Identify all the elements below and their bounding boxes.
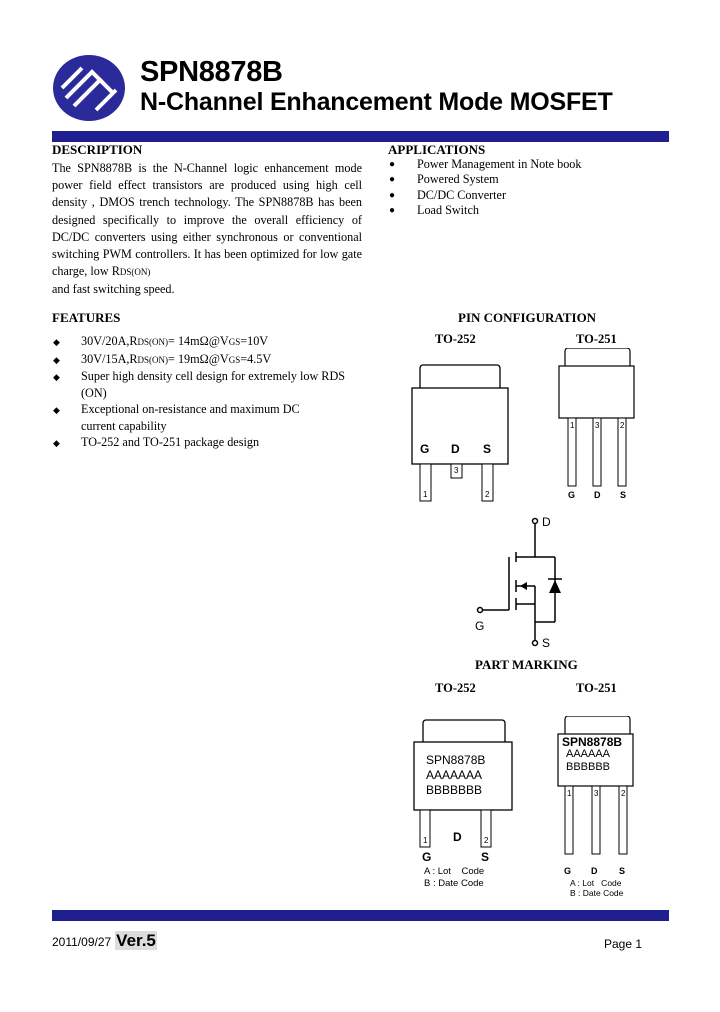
to251-pin-num-1: 1: [570, 421, 575, 430]
list-item: ● Load Switch: [388, 203, 668, 218]
to251-mark-pin-s: S: [619, 866, 626, 876]
to251-pin-s: S: [620, 490, 627, 500]
to251-pin-num-3: 3: [595, 421, 600, 430]
to252-pin-g: G: [420, 442, 430, 456]
to251-legend-date-code: B : Date Code: [570, 888, 624, 898]
to252-pin-diagram: [400, 355, 510, 505]
schematic-drain-label: D: [542, 515, 551, 529]
to252-mark-pin-d: D: [453, 830, 462, 844]
mosfet-schematic-symbol: [470, 512, 570, 652]
to251-pin-num-2: 2: [620, 421, 625, 430]
list-item: ● Powered System: [388, 172, 668, 187]
applications-heading: APPLICATIONS: [388, 142, 486, 157]
pin-config-heading: PIN CONFIGURATION: [458, 310, 597, 325]
to252-legend-lot-code: A : Lot Code: [424, 866, 485, 877]
to251-mark-pin-num-1: 1: [567, 789, 572, 798]
to251-mark-pin-num-3: 3: [594, 789, 599, 798]
device-subtitle: N-Channel Enhancement Mode MOSFET: [140, 88, 613, 116]
to251-legend-lot-code: A : Lot Code: [570, 878, 622, 888]
footer-date: 2011/09/27: [52, 935, 112, 949]
to251-marking-line2: AAAAAA: [566, 748, 611, 760]
to252-pin-d: D: [451, 442, 460, 456]
to252-marking-line3: BBBBBBB: [426, 783, 483, 797]
to251-pin-d: D: [594, 490, 601, 500]
to251-marking-line3: BBBBBB: [566, 761, 611, 773]
to251-marking-line1: SPN8878B: [562, 735, 623, 749]
part-number-title: SPN8878B: [140, 56, 283, 88]
description-tail: and fast switching speed.: [52, 282, 175, 297]
description-body: The SPN8878B is the N-Channel logic enhancement mode power field effect transistors are produced using high cell density , DMOS trench technology. The SPN8878B has been designed specifically to improve the overall efficiency of DC/DC converters using either synchronous or conventional switching PWM controllers. It has been optimized for low gate charge, low: [52, 161, 362, 279]
pin-pkg-to251-label: TO-251: [576, 332, 617, 346]
footer-left: [52, 931, 157, 951]
list-item: ◆ 30V/15A,RDS(ON)= 19mΩ@VGS=4.5V: [52, 351, 372, 369]
to252-mark-pin-num-2: 2: [484, 836, 489, 845]
description-text: The SPN8878B is the N-Channel logic enhancement mode power field effect transistors are produced using high cell density , DMOS trench technology. The SPN8878B has been designed specifically to improve the overall efficiency of DC/DC converters using either synchronous or conventional switching PWM controllers. It has been optimized for low gate charge, low RDS(ON) and fast switching speed.: [52, 161, 362, 297]
to252-marking-line2: AAAAAAA: [426, 768, 483, 782]
list-item: ● DC/DC Converter: [388, 188, 668, 203]
list-item: ◆ TO-252 and TO-251 package design: [52, 434, 372, 451]
to252-mark-pin-num-1: 1: [423, 836, 428, 845]
footer-divider-bar: [52, 910, 669, 921]
list-item: ◆ Super high density cell design for extremely low RDS (ON): [52, 368, 351, 401]
version-badge: Ver.5: [116, 931, 156, 950]
to251-mark-pin-num-2: 2: [621, 789, 626, 798]
to252-pin-num-2: 2: [485, 490, 490, 499]
pin-pkg-to252-label: TO-252: [435, 332, 476, 346]
to252-mark-pin-s: S: [481, 850, 490, 864]
to252-pin-num-3: 3: [454, 466, 459, 475]
to252-legend-date-code: B : Date Code: [424, 878, 484, 889]
to252-mark-pin-g: G: [422, 850, 432, 864]
schematic-source-label: S: [542, 636, 551, 650]
list-item: ◆ Exceptional on-resistance and maximum DC current capability: [52, 401, 331, 434]
list-item: ◆ 30V/20A,RDS(ON)= 14mΩ@VGS=10V: [52, 333, 372, 351]
marking-pkg-to251-label: TO-251: [576, 681, 617, 695]
header-divider-bar: [52, 131, 669, 142]
to251-mark-pin-g: G: [564, 866, 572, 876]
list-item: ● Power Management in Note book: [388, 157, 668, 172]
description-heading: DESCRIPTION: [52, 142, 143, 157]
features-heading: FEATURES: [52, 310, 121, 325]
applications-list: [388, 157, 668, 218]
company-logo: [52, 54, 126, 122]
to251-mark-pin-d: D: [591, 866, 598, 876]
to252-pin-s: S: [483, 442, 492, 456]
part-marking-heading: PART MARKING: [475, 657, 578, 672]
page-number: Page 1: [604, 937, 643, 951]
schematic-gate-label: G: [475, 619, 485, 633]
to252-pin-num-1: 1: [423, 490, 428, 499]
to251-pin-g: G: [568, 490, 576, 500]
to252-marking-line1: SPN8878B: [426, 753, 486, 767]
features-list: [52, 333, 372, 451]
marking-pkg-to252-label: TO-252: [435, 681, 476, 695]
